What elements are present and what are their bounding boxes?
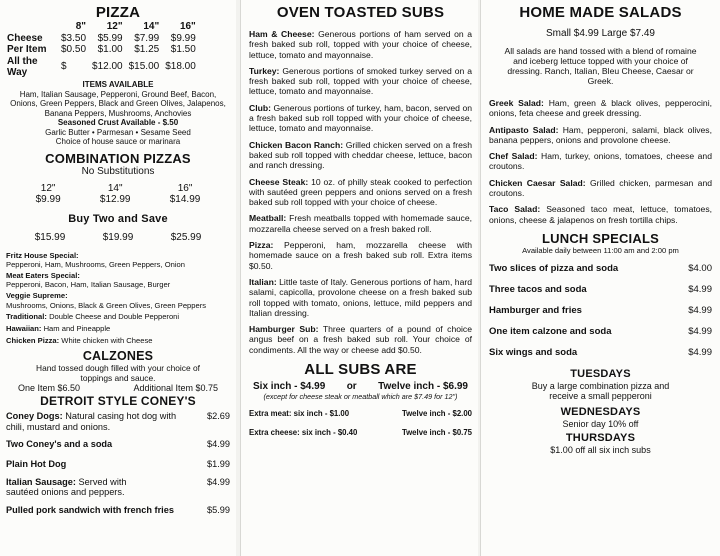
no-substitutions: No Substitutions: [81, 165, 155, 177]
thursdays-desc: $1.00 off all six inch subs: [550, 445, 651, 456]
combination-title: COMBINATION PIZZAS: [45, 150, 191, 166]
salad-sizes: Small $4.99 Large $7.49: [546, 28, 655, 39]
list-item: Pulled pork sandwich with french fries $5.99: [6, 505, 230, 516]
list-item: Chicken Bacon Ranch: Grilled chicken served on a fresh baked sub roll topped with cheddar cheese, lettuce, bacon and ranch dressing.: [249, 139, 472, 171]
right-panel: [480, 0, 720, 556]
list-item: Hamburger and fries $4.99: [489, 304, 712, 316]
sauce-note: Choice of house sauce or marinara: [55, 137, 181, 146]
wednesdays-desc: Senior day 10% off: [562, 418, 639, 429]
size-12: 12": [106, 21, 123, 32]
list-item: Chicken Pizza: White chicken with Cheese: [6, 336, 153, 346]
list-item: Two Coney's and a soda $4.99: [6, 438, 230, 449]
list-item: Hamburger Sub: Three quarters of a pound of choice angus beef on a fresh baked sub roll. Your choice of condiments. All the way or cheese add $0.50.: [249, 324, 473, 355]
list-item: Club: Generous portions of turkey, ham, bacon, served on a fresh baked sub roll topped with your choice of cheese, lettuce, tomato and mayonnaise.: [249, 102, 473, 134]
lunch-hours: Available daily between 11:00 am and 2:00 pm: [522, 245, 679, 255]
thursdays-title: THURSDAYS: [565, 432, 636, 445]
list-item: Coney Dogs: Natural casing hot dog with chili, mustard and onions. $2.69: [6, 411, 230, 433]
table-row: All the Way $ $12.00 $15.00 $18.00: [7, 55, 196, 78]
list-item: Chef Salad: Ham, turkey, onions, tomatoes, cheese and croutons.: [489, 151, 712, 172]
buy-two-prices: $15.99 $19.99 $25.99: [34, 231, 202, 243]
salads-title: HOME MADE SALADS: [519, 4, 682, 21]
list-item: Traditional: Double Cheese and Double Pepperoni: [6, 311, 180, 321]
calzones-prices: One Item $6.50 Additional Item $0.75: [18, 383, 218, 394]
list-item: Ham & Cheese: Generous portions of ham served on a fresh baked sub roll, topped with your choice of cheese, lettuce, tomato and mayonnaise.: [249, 29, 473, 60]
table-row: Per Item $0.50 $1.00 $1.25 $1.50: [7, 44, 196, 55]
calzones-title: CALZONES: [82, 349, 154, 364]
wednesdays-title: WEDNESDAYS: [560, 405, 641, 418]
lunch-title: LUNCH SPECIALS: [542, 230, 659, 246]
salads-desc: All salads are hand tossed with a blend of romaine and iceberg lettuce topped with your choice of dressing. Ranch, Italian, Bleu Cheese, Caesar or Greek.: [504, 46, 697, 86]
all-subs-title: ALL SUBS ARE: [304, 361, 417, 379]
size-8: 8": [75, 21, 87, 32]
extra-cheese-row: Extra cheese: six inch - $0.40 Twelve inch - $0.75: [249, 427, 472, 437]
list-item: Pizza: Pepperoni, ham, mozzarella cheese with homemade sauce on a fresh baked sub roll. Extra items $0.50.: [249, 240, 472, 271]
list-item: Antipasto Salad: Ham, pepperoni, salami, black olives, banana peppers, onions and provolone cheese.: [489, 124, 712, 145]
extra-meat-row: Extra meat: six inch - $1.00 Twelve inch - $2.00: [249, 408, 472, 418]
subs-title: OVEN TOASTED SUBS: [276, 4, 445, 21]
list-item: Turkey: Generous portions of smoked turkey served on a fresh baked sub roll, topped with your choice of cheese, lettuce, tomato and mayonnaise.: [249, 65, 472, 97]
pizza-items-list: Ham, Italian Sausage, Pepperoni, Ground Beef, Bacon, Onions, Green Peppers, Black and Green Olives, Jalapenos, Banana Peppers, Mushrooms, Anchovies: [10, 89, 226, 118]
list-item: Italian: Little taste of Italy. Generous portions of ham, hard salami, capicolla, provolone cheese on a fresh baked sub roll topped with tomato, onions, lettuce, mild peppers and Italian dressing.: [249, 276, 472, 318]
list-item: Taco Salad: Seasoned taco meat, lettuce, tomatoes, onions, cheese & jalapenos on fresh tortilla chips.: [489, 204, 712, 225]
combination-prices: 12" $9.99 14" $12.99 16" $14.99: [35, 182, 201, 205]
list-item: Cheese Steak: 10 oz. of philly steak cooked to perfection with sautéed green peppers and onions served on a fresh baked sub roll topped with your choice of cheese.: [249, 176, 472, 208]
calzones-desc: Hand tossed dough filled with your choice of toppings and sauce.: [36, 363, 200, 384]
coney-title: DETROIT STYLE CONEY'S: [40, 394, 196, 409]
tuesdays-title: TUESDAYS: [570, 367, 631, 380]
list-item: Chicken Caesar Salad: Grilled chicken, parmesan and croutons.: [489, 177, 713, 199]
items-available-heading: ITEMS AVAILABLE: [82, 79, 154, 89]
list-item: Three tacos and soda $4.99: [489, 283, 712, 295]
crust-note: Seasoned Crust Available - $.50: [57, 118, 179, 127]
list-item: Hawaiian: Ham and Pineapple: [6, 323, 111, 333]
subs-sizes: Six inch - $4.99 or Twelve inch - $6.99: [253, 381, 468, 393]
list-item: Meat Eaters Special: Pepperoni, Bacon, Ham, Italian Sausage, Burger: [6, 270, 171, 290]
left-panel: [0, 0, 236, 556]
pizza-price-table: [7, 21, 199, 79]
tuesdays-desc: Buy a large combination pizza and receive a small pepperoni: [531, 380, 670, 402]
list-item: Greek Salad: Ham, green & black olives, pepperocini, onions, feta cheese and greek dressing.: [489, 98, 712, 119]
list-item: Six wings and soda $4.99: [489, 346, 712, 358]
list-item: Veggie Supreme: Mushrooms, Onions, Black & Green Olives, Green Peppers: [6, 291, 207, 310]
table-row: Cheese $3.50 $5.99 $7.99 $9.99: [7, 32, 196, 44]
subs-except-note: (except for cheese steak or meatball which are $7.49 for 12"): [263, 392, 458, 402]
list-item: Italian Sausage: Served with sautéed onions and peppers. $4.99: [6, 476, 230, 498]
list-item: Meatball: Fresh meatballs topped with homemade sauce, mozzarella cheese served on a fresh baked roll.: [249, 213, 472, 234]
size-16: 16": [179, 21, 196, 32]
combination-specials: [6, 251, 230, 346]
list-item: Fritz House Special: Pepperoni, Ham, Mushrooms, Green Peppers, Onion: [6, 250, 185, 269]
list-item: One item calzone and soda $4.99: [489, 325, 712, 337]
list-item: Plain Hot Dog $1.99: [6, 458, 230, 469]
buy-two-title: Buy Two and Save: [68, 212, 168, 225]
size-14: 14": [143, 21, 160, 32]
coney-items: [6, 411, 230, 516]
crust-options: Garlic Butter • Parmesan • Sesame Seed: [45, 127, 191, 137]
list-item: Two slices of pizza and soda $4.00: [489, 262, 712, 274]
pizza-title: PIZZA: [95, 4, 141, 21]
middle-panel: [240, 0, 478, 556]
